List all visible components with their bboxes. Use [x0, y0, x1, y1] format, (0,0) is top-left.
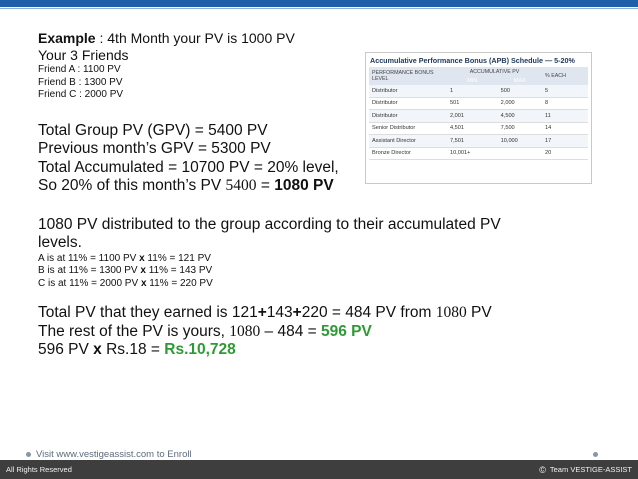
- earnings-result: Rs.10,728: [164, 341, 236, 358]
- friend-c: Friend C : 2000 PV: [38, 89, 124, 100]
- row-c-pre: C is at 11% = 2000 PV: [38, 277, 141, 289]
- level-pv-pre: So 20% of this month’s PV: [38, 177, 226, 194]
- row-b-post: 11% = 143 PV: [145, 265, 213, 276]
- rest-pv-a: The rest of the PV is yours,: [38, 322, 230, 340]
- row-a-times: x: [139, 252, 145, 264]
- level-pv-value: 5400: [225, 177, 257, 194]
- apb-cell-min: 7,501: [447, 135, 498, 148]
- total-earned-c: 220 = 484 PV from: [301, 304, 436, 321]
- apb-col-pct: % EACH: [542, 67, 588, 85]
- apb-cell-level: Distributor: [369, 110, 447, 123]
- level-pv-result: 1080 PV: [274, 177, 334, 194]
- apb-cell-pct: 17: [542, 135, 588, 148]
- friend-b: Friend B : 1300 PV: [38, 76, 123, 88]
- apb-cell-min: 501: [447, 97, 498, 110]
- rest-pv-b: 1080: [229, 322, 261, 340]
- row-b-times: x: [140, 265, 146, 276]
- rest-pv-result: 596 PV: [321, 322, 372, 340]
- apb-cell-level: Bronze Director: [369, 147, 447, 160]
- bullet-dot-icon: [593, 452, 598, 457]
- apb-cell-pct: 11: [542, 110, 588, 123]
- total-earned-b: 143: [266, 304, 293, 321]
- apb-cell-max: 4,500: [498, 110, 542, 123]
- apb-cell-max: [498, 147, 542, 160]
- earnings-a: 596 PV: [38, 341, 94, 358]
- apb-row: [369, 135, 588, 148]
- apb-cell-pct: 5: [542, 85, 588, 97]
- earnings-b: Rs.18 =: [101, 341, 165, 358]
- previous-gpv-line: Previous month’s GPV = 5300 PV: [38, 140, 271, 157]
- apb-row: [369, 97, 588, 110]
- enroll-link-text[interactable]: Visit www.vestigeassist.com to Enroll: [36, 449, 192, 460]
- apb-col-min: MIN: [447, 76, 498, 85]
- total-earned-d: 1080: [435, 304, 467, 321]
- apb-cell-pct: 14: [542, 122, 588, 135]
- apb-cell-max: 500: [498, 85, 542, 97]
- example-text: 4th Month your PV is 1000 PV: [107, 30, 295, 46]
- apb-cell-pct: 20: [542, 147, 588, 160]
- apb-cell-min: 10,001+: [447, 147, 498, 160]
- apb-table: [369, 67, 588, 160]
- rest-pv-line: [38, 323, 598, 342]
- apb-cell-max: 2,000: [498, 97, 542, 110]
- example-label: Example: [38, 30, 96, 46]
- distribution-row-b: [38, 265, 598, 278]
- example-sep: :: [95, 30, 108, 46]
- total-earned-a: Total PV that they earned is 121: [38, 304, 258, 321]
- team-name: Team VESTIGE-ASSIST: [549, 465, 632, 474]
- example-line: [38, 30, 598, 47]
- apb-col-level: PERFORMANCE BONUS LEVEL: [369, 67, 447, 85]
- enroll-link[interactable]: [26, 449, 192, 460]
- distribution-row-a: [38, 253, 598, 266]
- apb-cell-min: 4,501: [447, 122, 498, 135]
- apb-cell-level: Assistant Director: [369, 135, 447, 148]
- row-c-post: 11% = 220 PV: [146, 277, 213, 289]
- apb-cell-max: 10,000: [498, 135, 542, 148]
- distribution-row-c: [38, 278, 598, 291]
- earnings-line: [38, 341, 598, 360]
- apb-row: [369, 122, 588, 135]
- apb-cell-max: 7,500: [498, 122, 542, 135]
- plus-1: +: [257, 304, 267, 321]
- apb-col-max: MAX: [498, 76, 542, 85]
- team-credit: [539, 465, 632, 475]
- copyright-icon: ©: [539, 465, 546, 475]
- row-a-post: 11% = 121 PV: [144, 252, 211, 264]
- plus-2: +: [292, 304, 302, 321]
- distribution-line-1: 1080 PV distributed to the group according to their accumulated PV: [38, 215, 501, 233]
- apb-row: [369, 147, 588, 160]
- gpv-line: Total Group PV (GPV) = 5400 PV: [38, 121, 268, 139]
- friends-heading: Your 3 Friends: [38, 47, 129, 63]
- apb-schedule-table: [365, 52, 592, 184]
- total-earned-line: [38, 304, 598, 323]
- accumulated-line: Total Accumulated = 10700 PV = 20% level,: [38, 158, 339, 176]
- distribution-line-2: levels.: [38, 234, 82, 251]
- apb-cell-min: 1: [447, 85, 498, 97]
- apb-row: [369, 85, 588, 97]
- apb-cell-min: 2,001: [447, 110, 498, 123]
- footer-bar: [0, 460, 638, 479]
- apb-col-pv: ACCUMULATIVE PV: [447, 67, 542, 76]
- level-pv-eq: =: [256, 177, 275, 194]
- top-accent-line: [0, 8, 638, 9]
- top-accent-bar: [0, 0, 638, 7]
- apb-title: Accumulative Performance Bonus (APB) Schedule — 5-20%: [370, 56, 575, 65]
- row-a-pre: A is at 11% = 1100 PV: [38, 252, 140, 264]
- friend-a: Friend A : 1100 PV: [38, 64, 121, 75]
- apb-cell-level: Distributor: [369, 85, 447, 97]
- total-earned-e: PV: [466, 304, 492, 321]
- rest-pv-c: – 484 =: [260, 322, 322, 340]
- apb-cell-pct: 8: [542, 97, 588, 110]
- bullet-dot-icon: [26, 452, 31, 457]
- apb-cell-level: Distributor: [369, 97, 447, 110]
- row-b-pre: B is at 11% = 1300 PV: [38, 265, 141, 276]
- earnings-times: x: [93, 341, 102, 358]
- rights-text: All Rights Reserved: [6, 465, 72, 474]
- row-c-times: x: [140, 277, 147, 289]
- apb-row: [369, 110, 588, 123]
- apb-cell-level: Senior Distributor: [369, 122, 447, 135]
